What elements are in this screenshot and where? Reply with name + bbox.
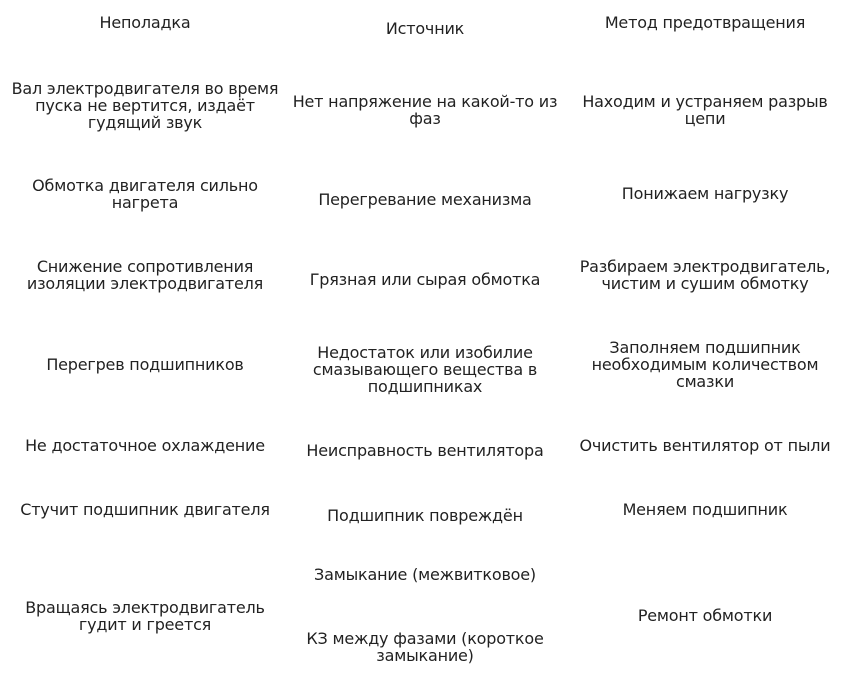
row-2-problem: Обмотка двигателя сильно нагрета <box>32 176 258 212</box>
row-3-method: Разбираем электродвигатель, чистим и сушим обмотку <box>579 257 831 293</box>
row-6-method: Меняем подшипник <box>622 500 788 519</box>
row-4-problem: Перегрев подшипников <box>46 355 244 374</box>
row-5-problem: Не достаточное охлаждение <box>25 436 265 455</box>
row-4-source: Недостаток или изобилие смазывающего вещества в подшипниках <box>312 343 538 396</box>
row-6-problem: Стучит подшипник двигателя <box>20 500 270 519</box>
row-1-source: Нет напряжение на какой-то из фаз <box>292 92 558 128</box>
row-2-source: Перегревание механизма <box>318 190 532 209</box>
row-3-problem: Снижение сопротивления изоляции электродвигателя <box>26 257 264 293</box>
header-source: Источник <box>385 19 465 38</box>
row-3-source: Грязная или сырая обмотка <box>309 270 541 289</box>
row-6-source: Подшипник повреждён <box>327 506 523 525</box>
row-1-method: Находим и устраняем разрыв цепи <box>582 92 828 128</box>
row-7-problem: Вращаясь электродвигатель гудит и греется <box>25 598 265 634</box>
row-2-method: Понижаем нагрузку <box>621 184 789 203</box>
header-method: Метод предотвращения <box>604 13 806 32</box>
row-5-method: Очистить вентилятор от пыли <box>579 436 831 455</box>
row-7-source-2: КЗ между фазами (короткое замыкание) <box>306 629 544 665</box>
row-5-source: Неисправность вентилятора <box>306 441 544 460</box>
row-7-method: Ремонт обмотки <box>637 606 773 625</box>
header-problem: Неполадка <box>99 13 191 32</box>
row-7-source-1: Замыкание (межвитковое) <box>314 565 536 584</box>
row-4-method: Заполняем подшипник необходимым количеством смазки <box>591 338 819 391</box>
row-1-problem: Вал электродвигателя во время пуска не вертится, издаёт гудящий звук <box>11 79 279 132</box>
